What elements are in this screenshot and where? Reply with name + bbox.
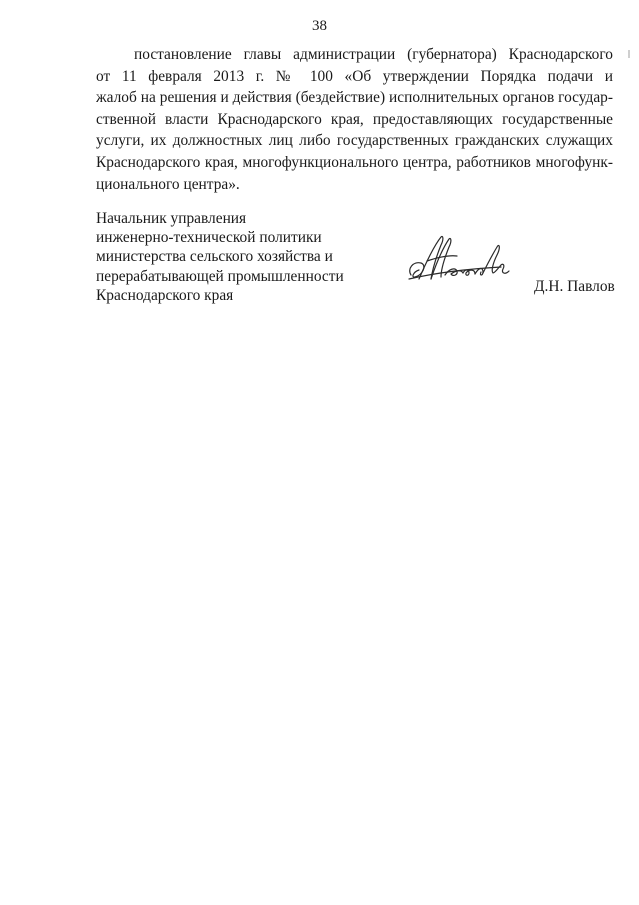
position-line: Начальник управления [96, 210, 247, 227]
scan-edge-mark [628, 50, 630, 58]
signatory-position [96, 209, 426, 305]
body-line: Краснодарского края, многофункционального центра, работников многофунк- [96, 153, 613, 171]
body-line: услуги, их должностных лиц либо государственных гражданских служащих [96, 132, 613, 150]
body-line: от 11 февраля 2013 г. № 100 «Об утверждении Порядка подачи и [96, 67, 613, 85]
signer-name: Д.Н. Павлов [534, 278, 615, 295]
body-line: жалоб на решения и действия (бездействие) исполнительных органов государ- [96, 89, 613, 107]
signature-stroke [463, 270, 475, 275]
signature-stroke [427, 256, 457, 261]
body-line: ционального центра». [96, 175, 240, 193]
signature-stroke [410, 263, 424, 277]
signature-stroke [501, 264, 509, 273]
body-paragraph [96, 44, 613, 195]
position-line: инженерно-технической политики [96, 229, 322, 247]
body-line: ственной власти Краснодарского края, предоставляющих государственные [96, 110, 613, 128]
page-number: 38 [312, 18, 327, 34]
position-line: перерабатывающей промышленности [96, 267, 344, 285]
body-line: постановление главы администрации (губернатора) Краснодарского [134, 46, 613, 63]
position-line: Краснодарского края [96, 286, 234, 304]
signature-stroke [483, 245, 501, 273]
signature-stroke [475, 268, 483, 275]
position-line: министерства сельского хозяйства и [96, 248, 333, 266]
handwritten-signature [405, 229, 515, 289]
